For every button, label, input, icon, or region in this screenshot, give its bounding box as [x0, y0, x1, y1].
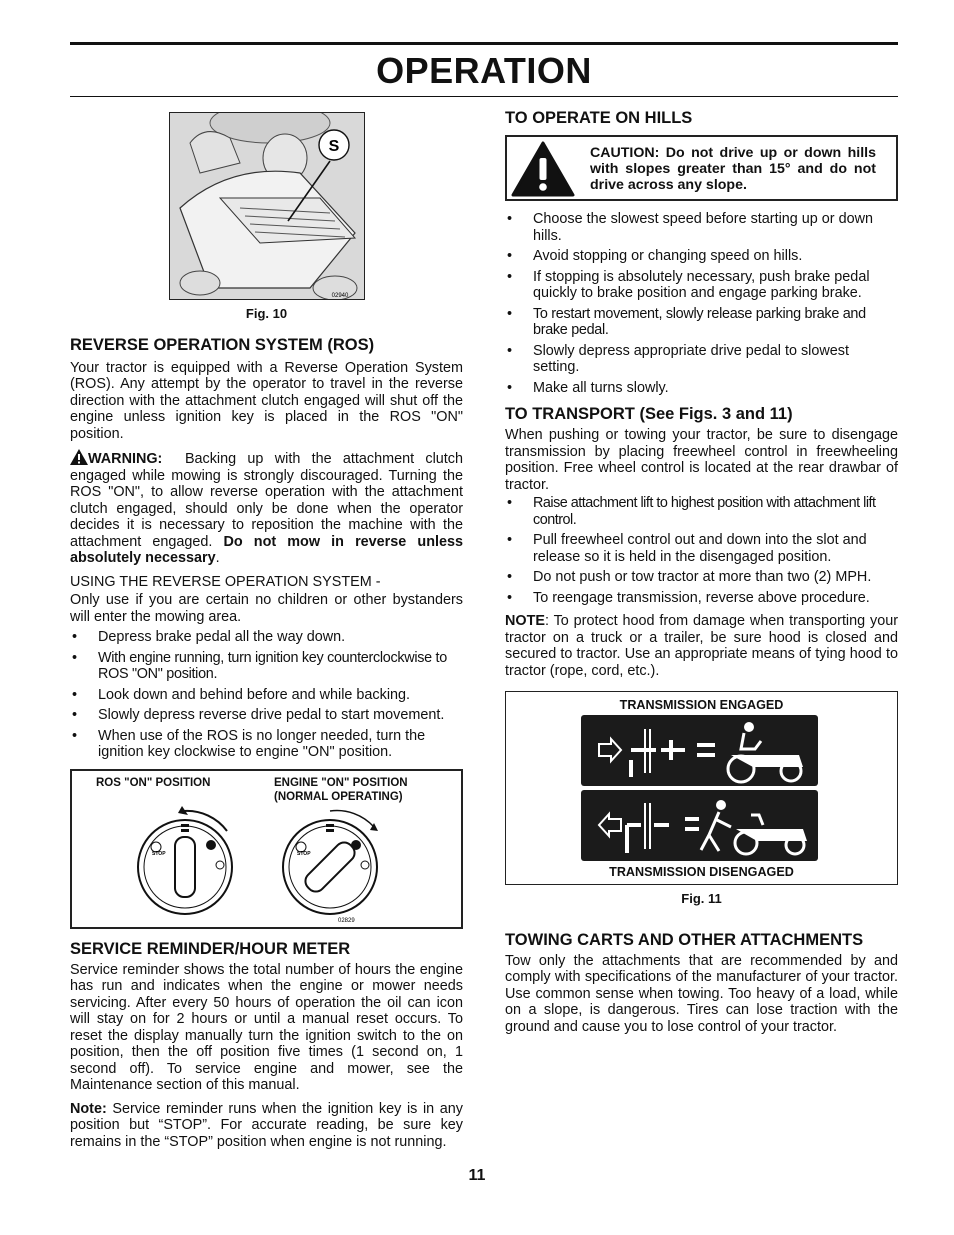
list-item: • Look down and behind before and while backing. [70, 687, 463, 704]
transmission-engaged-label: TRANSMISSION ENGAGED [619, 698, 784, 712]
towing-text: Tow only the attachments that are recommended by and comply with specifications of the manufacturer of your tractor. Use common sense when towing. Too heavy of a load, while on a slope, is dangerous. Tires can lose traction with the ground and cause you to lose control of your tractor. [505, 952, 898, 1035]
ros-ignition-figure [70, 769, 463, 929]
transport-heading: TO TRANSPORT (See Figs. 3 and 11) [505, 405, 793, 423]
ros-warning-end: . [215, 550, 220, 566]
hills-heading: TO OPERATE ON HILLS [505, 109, 693, 127]
ros-warning-text: Backing up with the attachment clutch engaged while mowing is strongly discouraged. Turning the ROS "ON", to allow reverse operation with the attachment clutch engaged, should only be done when the operator decides it is necessary to reposition the machine with the attachment engaged. [70, 451, 463, 550]
fig10-illustration [169, 112, 365, 300]
list-item: • Slowly depress appropriate drive pedal to slowest setting. [505, 343, 898, 376]
transport-text: When pushing or towing your tractor, be sure to disengage transmission by placing freewheel control in freewheeling position. Free wheel control is located at the rear drawbar of tractor. [505, 427, 898, 493]
service-note-label: Note: [70, 1100, 107, 1117]
list-item: • If stopping is absolutely necessary, push brake pedal quickly to brake position and engage parking brake. [505, 269, 898, 302]
ros-on-label: ROS "ON" POSITION [96, 776, 211, 789]
transport-bullet-list [505, 495, 898, 606]
caution-icon [511, 141, 575, 197]
fig10-code: 02940 [331, 293, 348, 299]
transport-note [505, 613, 898, 679]
service-text: Service reminder shows the total number of hours the engine has run and indicates when the engine or mower needs servicing. After every 50 hours of operation the oil can icon will stay on for 2 hours or until a manual reset occurs. To reset the display manually turn the ignition switch to the on position, then the off position five times (1 second on, 1 second off). To service engine and mower, see the Maintenance section of this manual. [70, 961, 463, 1093]
fig10-caption: Fig. 10 [245, 306, 288, 321]
ros-using-text: Only use if you are certain no children or other bystanders will enter the mowing area. [70, 592, 463, 625]
page-number: 11 [468, 1167, 486, 1184]
list-item: • Do not push or tow tractor at more than two (2) MPH. [505, 569, 898, 586]
transmission-disengaged-label: TRANSMISSION DISENGAGED [609, 865, 794, 879]
hills-bullet-list [505, 211, 898, 396]
list-item: • When use of the ROS is no longer needed, turn the ignition key clockwise to engine "ON" position. [70, 728, 463, 761]
fig10-callout: S [328, 138, 339, 155]
list-item: • Choose the slowest speed before starting up or down hills. [505, 211, 898, 244]
list-item: • Depress brake pedal all the way down. [70, 629, 463, 646]
ignition-switches-drawing [72, 805, 461, 925]
transport-note-label: NOTE [505, 613, 545, 629]
left-column [70, 108, 463, 1157]
transmission-figure [505, 691, 898, 885]
towing-heading: TOWING CARTS AND OTHER ATTACHMENTS [505, 930, 864, 949]
stop-text-right: STOP [297, 850, 311, 857]
fig11-caption: Fig. 11 [681, 891, 722, 906]
header-rule-bottom [70, 96, 898, 97]
ros-warning-bold: Do not mow in reverse unless absolutely necessary [70, 533, 464, 566]
transmission-decal-drawing [581, 715, 818, 861]
list-item: • Pull freewheel control out and down into the slot and release so it is held in the disengaged position. [505, 532, 898, 565]
service-heading: SERVICE REMINDER/HOUR METER [70, 939, 351, 958]
ros-using-heading: USING THE REVERSE OPERATION SYSTEM - [70, 573, 381, 590]
service-note [70, 1101, 463, 1151]
caution-box [505, 135, 898, 201]
ros-intro: Your tractor is equipped with a Reverse Operation System (ROS). Any attempt by the operator to travel in the reverse direction with the attachment clutch engaged will shut off the engine unless ignition key is placed in the ROS "ON" position. [70, 359, 463, 442]
transport-note-text: : To protect hood from damage when transporting your tractor on a truck or a trailer, be sure hood is closed and secured to tractor. Use an appropriate means of tying hood to tractor (rope, cord, etc.). [505, 613, 898, 679]
mower-deck-drawing [170, 113, 365, 300]
page-title: OPERATION [376, 50, 592, 91]
engine-on-label-1: ENGINE "ON" POSITION [274, 776, 408, 789]
list-item: • To reengage transmission, reverse above procedure. [505, 590, 898, 607]
list-item: • Slowly depress reverse drive pedal to start movement. [70, 707, 463, 724]
ros-heading: REVERSE OPERATION SYSTEM (ROS) [70, 335, 375, 354]
ros-figure-code: 02829 [338, 917, 355, 924]
caution-text: CAUTION: Do not drive up or down hills with slopes greater than 15° and do not drive across any slope. [590, 145, 876, 193]
list-item: • Make all turns slowly. [505, 380, 898, 397]
list-item: • To restart movement, slowly release parking brake and brake pedal. [505, 306, 898, 339]
ros-warning-label: WARNING: [88, 451, 163, 467]
engine-on-label-2: (NORMAL OPERATING) [274, 790, 403, 803]
right-column [505, 108, 898, 1042]
list-item: • Avoid stopping or changing speed on hills. [505, 248, 898, 265]
ros-warning [70, 449, 463, 567]
list-item: • Raise attachment lift to highest position with attachment lift control. [505, 495, 898, 528]
warning-icon [70, 449, 88, 465]
header-rule-top [70, 42, 898, 45]
ros-bullet-list [70, 629, 463, 761]
list-item: • With engine running, turn ignition key counterclockwise to ROS "ON" position. [70, 650, 463, 683]
service-note-text: Service reminder runs when the ignition key is in any position but “STOP”. For accurate reading, be sure key remains in the “STOP” position when engine is not running. [70, 1100, 463, 1150]
stop-text-left: STOP [152, 850, 166, 857]
